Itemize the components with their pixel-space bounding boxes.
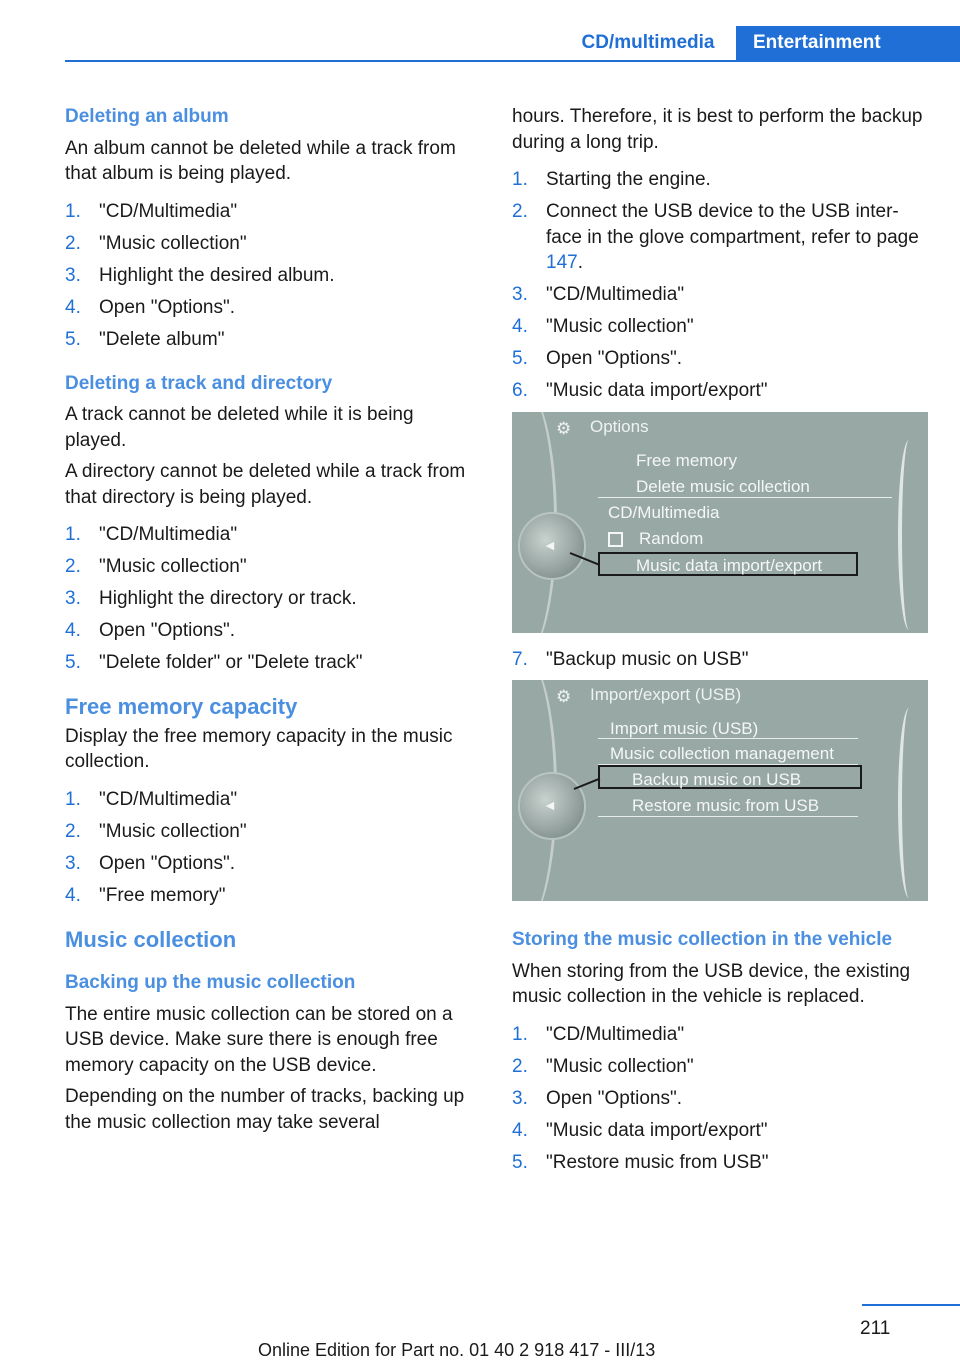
list-item xyxy=(65,199,477,225)
list-item xyxy=(65,231,477,257)
list-item xyxy=(512,199,928,276)
list-item xyxy=(512,314,928,340)
step-text: "CD/Multimedia" xyxy=(546,284,685,305)
list-number: 2. xyxy=(65,556,81,577)
storing-steps xyxy=(512,1022,928,1176)
list-item xyxy=(65,851,477,877)
list-number: 1. xyxy=(512,1023,528,1045)
page-number: 211 xyxy=(860,1318,891,1339)
list-number: 4. xyxy=(512,1119,528,1141)
list-item xyxy=(512,167,928,193)
list-item xyxy=(65,787,477,813)
list-item xyxy=(512,346,928,372)
list-item xyxy=(512,378,928,404)
list-number: 2. xyxy=(65,820,81,842)
list-item xyxy=(65,819,477,845)
step-text: "Music data import/export" xyxy=(546,1119,768,1141)
step-text: "Music collection" xyxy=(99,556,247,577)
left-column xyxy=(65,104,477,1141)
list-number: 5. xyxy=(65,328,81,350)
list-number: 7. xyxy=(512,648,528,670)
step-text: Highlight the directory or track. xyxy=(99,588,357,609)
controller-knob-icon: ◄ xyxy=(518,512,586,580)
backing-up-heading: Backing up the music collection xyxy=(65,972,356,993)
controller-knob-icon: ◄ xyxy=(518,772,586,840)
free-memory-text: Display the free memory capacity in the music collection. xyxy=(65,725,453,772)
list-item xyxy=(65,327,477,353)
list-item xyxy=(65,586,477,612)
list-item xyxy=(65,883,477,909)
list-number: 4. xyxy=(512,316,528,337)
backup-steps xyxy=(512,167,928,404)
edition-text: Online Edition for Part no. 01 40 2 918 417 - III/13 xyxy=(258,1340,656,1360)
list-item xyxy=(65,650,477,676)
options-icon: ⚙ xyxy=(556,418,572,438)
menu-separator xyxy=(598,816,858,817)
list-number: 1. xyxy=(65,788,81,810)
list-item xyxy=(65,618,477,644)
menu-section: CD/Multimedia xyxy=(608,502,720,522)
header-section-tab: CD/multimedia xyxy=(581,32,715,53)
menu-separator xyxy=(598,738,858,739)
menu-item-label: Random xyxy=(639,528,704,548)
list-number: 3. xyxy=(512,284,528,305)
backing-up-text-1: The entire music collection can be stored on a USB device. Make sure there is enough free memory capacity on the USB device. xyxy=(65,1003,453,1076)
step-text: "CD/Multimedia" xyxy=(546,1023,685,1045)
list-number: 1. xyxy=(65,524,81,545)
list-number: 3. xyxy=(65,264,81,286)
menu-item: Restore music from USB xyxy=(632,796,820,815)
idrive-options-screenshot xyxy=(512,412,928,633)
backing-up-text-2: Depending on the number of tracks, backing up the music collection may take several xyxy=(65,1086,465,1133)
list-item xyxy=(512,1150,928,1176)
deleting-track-text-1: A track cannot be deleted while it is being played. xyxy=(65,404,414,451)
display-arc-right xyxy=(898,440,920,630)
deleting-album-text: An album cannot be deleted while a track from that album is being played. xyxy=(65,137,456,184)
menu-item: Free memory xyxy=(636,450,738,470)
list-number: 4. xyxy=(65,620,81,641)
step-text: "Restore music from USB" xyxy=(546,1151,769,1173)
right-column xyxy=(512,104,928,1182)
list-number: 2. xyxy=(65,232,81,254)
deleting-album-heading: Deleting an album xyxy=(65,106,229,127)
list-item xyxy=(512,1086,928,1112)
list-number: 5. xyxy=(512,348,528,369)
screen-title: Options xyxy=(590,416,649,436)
step-text: Open "Options". xyxy=(99,852,236,874)
step-text-end: . xyxy=(577,252,583,273)
step-text: "Delete album" xyxy=(99,328,225,350)
display-arc-right xyxy=(898,708,920,898)
checkbox-icon xyxy=(608,532,623,547)
step-text: Open "Options". xyxy=(546,1087,683,1109)
menu-item-selected: Music data import/export xyxy=(636,555,823,575)
step-text: "Music collection" xyxy=(546,1055,694,1077)
list-number: 2. xyxy=(512,1055,528,1077)
deleting-track-text-2: A directory cannot be deleted while a track from that directory is being played. xyxy=(65,461,466,508)
step-text: "CD/Multimedia" xyxy=(99,200,238,222)
list-item xyxy=(65,263,477,289)
deleting-album-steps xyxy=(65,199,477,353)
header-chapter-tab: Entertainment xyxy=(736,26,960,60)
step-7 xyxy=(512,647,928,673)
list-number: 4. xyxy=(65,884,81,906)
free-memory-steps xyxy=(65,787,477,909)
page-reference-link[interactable]: 147 xyxy=(546,252,578,273)
options-icon: ⚙ xyxy=(556,687,572,706)
deleting-track-steps xyxy=(65,522,477,676)
list-item xyxy=(512,282,928,308)
step-text: Connect the USB device to the USB interface in the glove compartment, refer to page xyxy=(546,201,919,248)
step-text: Open "Options". xyxy=(546,348,683,369)
list-item xyxy=(512,1022,928,1048)
list-item xyxy=(65,295,477,321)
menu-separator xyxy=(598,497,892,498)
list-number: 5. xyxy=(512,1151,528,1173)
storing-text: When storing from the USB device, the existing music collection in the vehicle is replaced. xyxy=(512,960,911,1007)
menu-item: Music collection management xyxy=(610,744,834,763)
menu-item: Delete music collection xyxy=(636,476,810,496)
list-item xyxy=(512,647,928,673)
storing-heading: Storing the music collection in the vehicle xyxy=(512,929,893,950)
list-number: 5. xyxy=(65,652,81,673)
list-number: 3. xyxy=(512,1087,528,1109)
step-text: "CD/Multimedia" xyxy=(99,524,238,545)
step-text: "Music data import/export" xyxy=(546,380,768,401)
list-item xyxy=(65,554,477,580)
list-item xyxy=(512,1118,928,1144)
step-text: Highlight the desired album. xyxy=(99,264,335,286)
screen-title: Import/export (USB) xyxy=(590,685,742,704)
step-text: Open "Options". xyxy=(99,296,236,318)
step-text: "Delete folder" or "Delete track" xyxy=(99,652,363,673)
music-collection-heading: Music collection xyxy=(65,926,237,952)
menu-item-selected: Backup music on USB xyxy=(632,770,802,789)
step-text: "CD/Multimedia" xyxy=(99,788,238,810)
step-text: "Music collection" xyxy=(546,316,694,337)
step-text: Open "Options". xyxy=(99,620,236,641)
list-number: 1. xyxy=(512,169,528,190)
step-text: "Music collection" xyxy=(99,820,247,842)
step-text: "Music collection" xyxy=(99,232,247,254)
menu-item: Import music (USB) xyxy=(610,719,759,738)
step-text: Starting the engine. xyxy=(546,169,711,190)
free-memory-heading: Free memory capacity xyxy=(65,694,298,719)
header-rule xyxy=(65,60,960,62)
list-number: 3. xyxy=(65,588,81,609)
deleting-track-heading: Deleting a track and directory xyxy=(65,372,333,394)
list-item xyxy=(65,522,477,548)
idrive-import-export-screenshot xyxy=(512,680,928,901)
step-text: "Backup music on USB" xyxy=(546,648,749,670)
list-number: 3. xyxy=(65,852,81,874)
backup-continuation-text: hours. Therefore, it is best to perform the backup during a long trip. xyxy=(512,106,923,153)
list-number: 6. xyxy=(512,380,528,401)
list-item xyxy=(512,1054,928,1080)
step-text: "Free memory" xyxy=(99,884,226,906)
list-number: 2. xyxy=(512,201,528,222)
list-number: 1. xyxy=(65,200,81,222)
footer-rule xyxy=(862,1304,960,1306)
menu-item xyxy=(608,526,703,552)
list-number: 4. xyxy=(65,296,81,318)
